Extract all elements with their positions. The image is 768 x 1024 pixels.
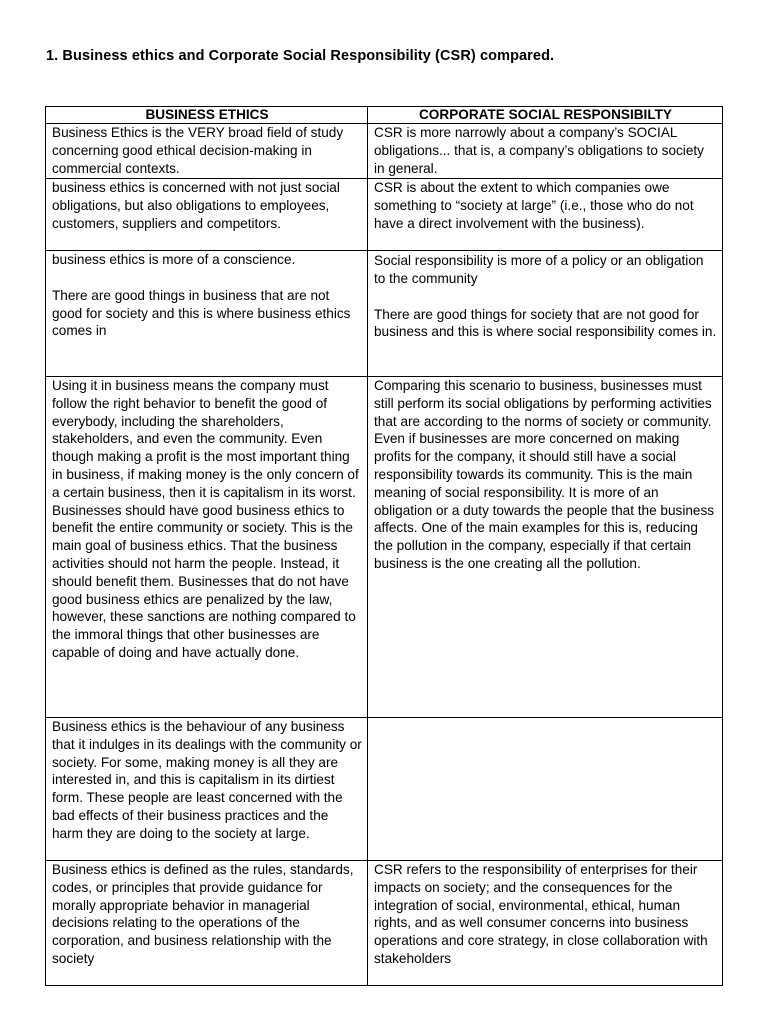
page-title: 1. Business ethics and Corporate Social Responsibility (CSR) compared. <box>46 48 555 64</box>
cell-text: Comparing this scenario to business, businesses must still perform its social obligations by performing activities that are according to the norms of society or community. Even if businesses are more concerned on making profits for the company, it should still have a social responsibility towards its community. This is the main meaning of social responsibility. It is more of an obligation or a duty towards the people that the business affects. One of the main examples for this is, reducing the pollution in the company, especially if that certain business is the one creating all the pollution. <box>374 378 715 571</box>
header-csr: CORPORATE SOCIAL RESPONSIBILTY <box>368 107 723 124</box>
cell-text: CSR refers to the responsibility of enterprises for their impacts on society; and the consequences for the integration of social, environmental, ethical, human rights, and as well consumer concerns into business operations and core strategy, in close collaboration with stakeholders <box>374 862 708 966</box>
cell-text: Business Ethics is the VERY broad field of study concerning good ethical decision-making in commercial contexts. <box>52 125 344 176</box>
cell-business-ethics <box>46 251 368 377</box>
table-header-row <box>46 107 723 124</box>
paragraph-gap <box>52 269 362 287</box>
cell-text: business ethics is concerned with not just social obligations, but also obligations to employees, customers, suppliers and competitors. <box>52 180 340 231</box>
cell-text: CSR is more narrowly about a company’s SOCIAL obligations... that is, a company’s obligations to society in general. <box>374 125 704 176</box>
cell-csr <box>368 179 723 251</box>
cell-text: Business ethics is the behaviour of any business that it indulges in its dealings with the community or society. For some, making money is all they are interested in, and this is capitalism in its dirtiest form. These people are least concerned with the bad effects of their business practices and the harm they are doing to the society at large. <box>52 719 362 841</box>
cell-text: Social responsibility is more of a policy or an obligation to the community <box>374 253 704 286</box>
table-row <box>46 179 723 251</box>
cell-text: Business ethics is defined as the rules, standards, codes, or principles that provide guidance for morally appropriate behavior in managerial decisions relating to the operations of the corporation, and business relationship with the society <box>52 862 354 966</box>
cell-csr <box>368 251 723 377</box>
cell-business-ethics <box>46 124 368 179</box>
cell-text: There are good things in business that are not good for society and this is where business ethics comes in <box>52 287 351 339</box>
cell-business-ethics <box>46 861 368 986</box>
cell-csr-empty <box>368 718 723 861</box>
cell-business-ethics <box>46 377 368 718</box>
table-row <box>46 124 723 179</box>
cell-csr <box>368 861 723 986</box>
table-row <box>46 861 723 986</box>
table-row <box>46 377 723 718</box>
cell-text: There are good things for society that are not good for business and this is where social responsibility comes in. <box>374 306 717 340</box>
table-row <box>46 251 723 377</box>
paragraph-gap <box>374 288 717 306</box>
cell-text: CSR is about the extent to which companies owe something to “society at large” (i.e., those who do not have a direct involvement with the business). <box>374 180 694 231</box>
cell-business-ethics <box>46 718 368 861</box>
cell-csr <box>368 124 723 179</box>
cell-text: business ethics is more of a conscience. <box>52 252 296 267</box>
cell-csr <box>368 377 723 718</box>
header-business-ethics: BUSINESS ETHICS <box>46 107 368 124</box>
cell-business-ethics <box>46 179 368 251</box>
cell-text: Using it in business means the company must follow the right behavior to benefit the good of everybody, including the shareholders, stakeholders, and even the community. Even though making a profit is the most important thing in business, if making money is the only concern of a certain business, then it is capitalism in its worst. Businesses should have good business ethics to benefit the entire community or society. This is the main goal of business ethics. That the business activities should not harm the people. Instead, it should benefit them. Businesses that do not have good business ethics are penalized by the law, however, these sanctions are nothing compared to the immoral things that other businesses are capable of doing and have actually done. <box>52 378 359 660</box>
comparison-table <box>45 106 723 986</box>
table-row <box>46 718 723 861</box>
